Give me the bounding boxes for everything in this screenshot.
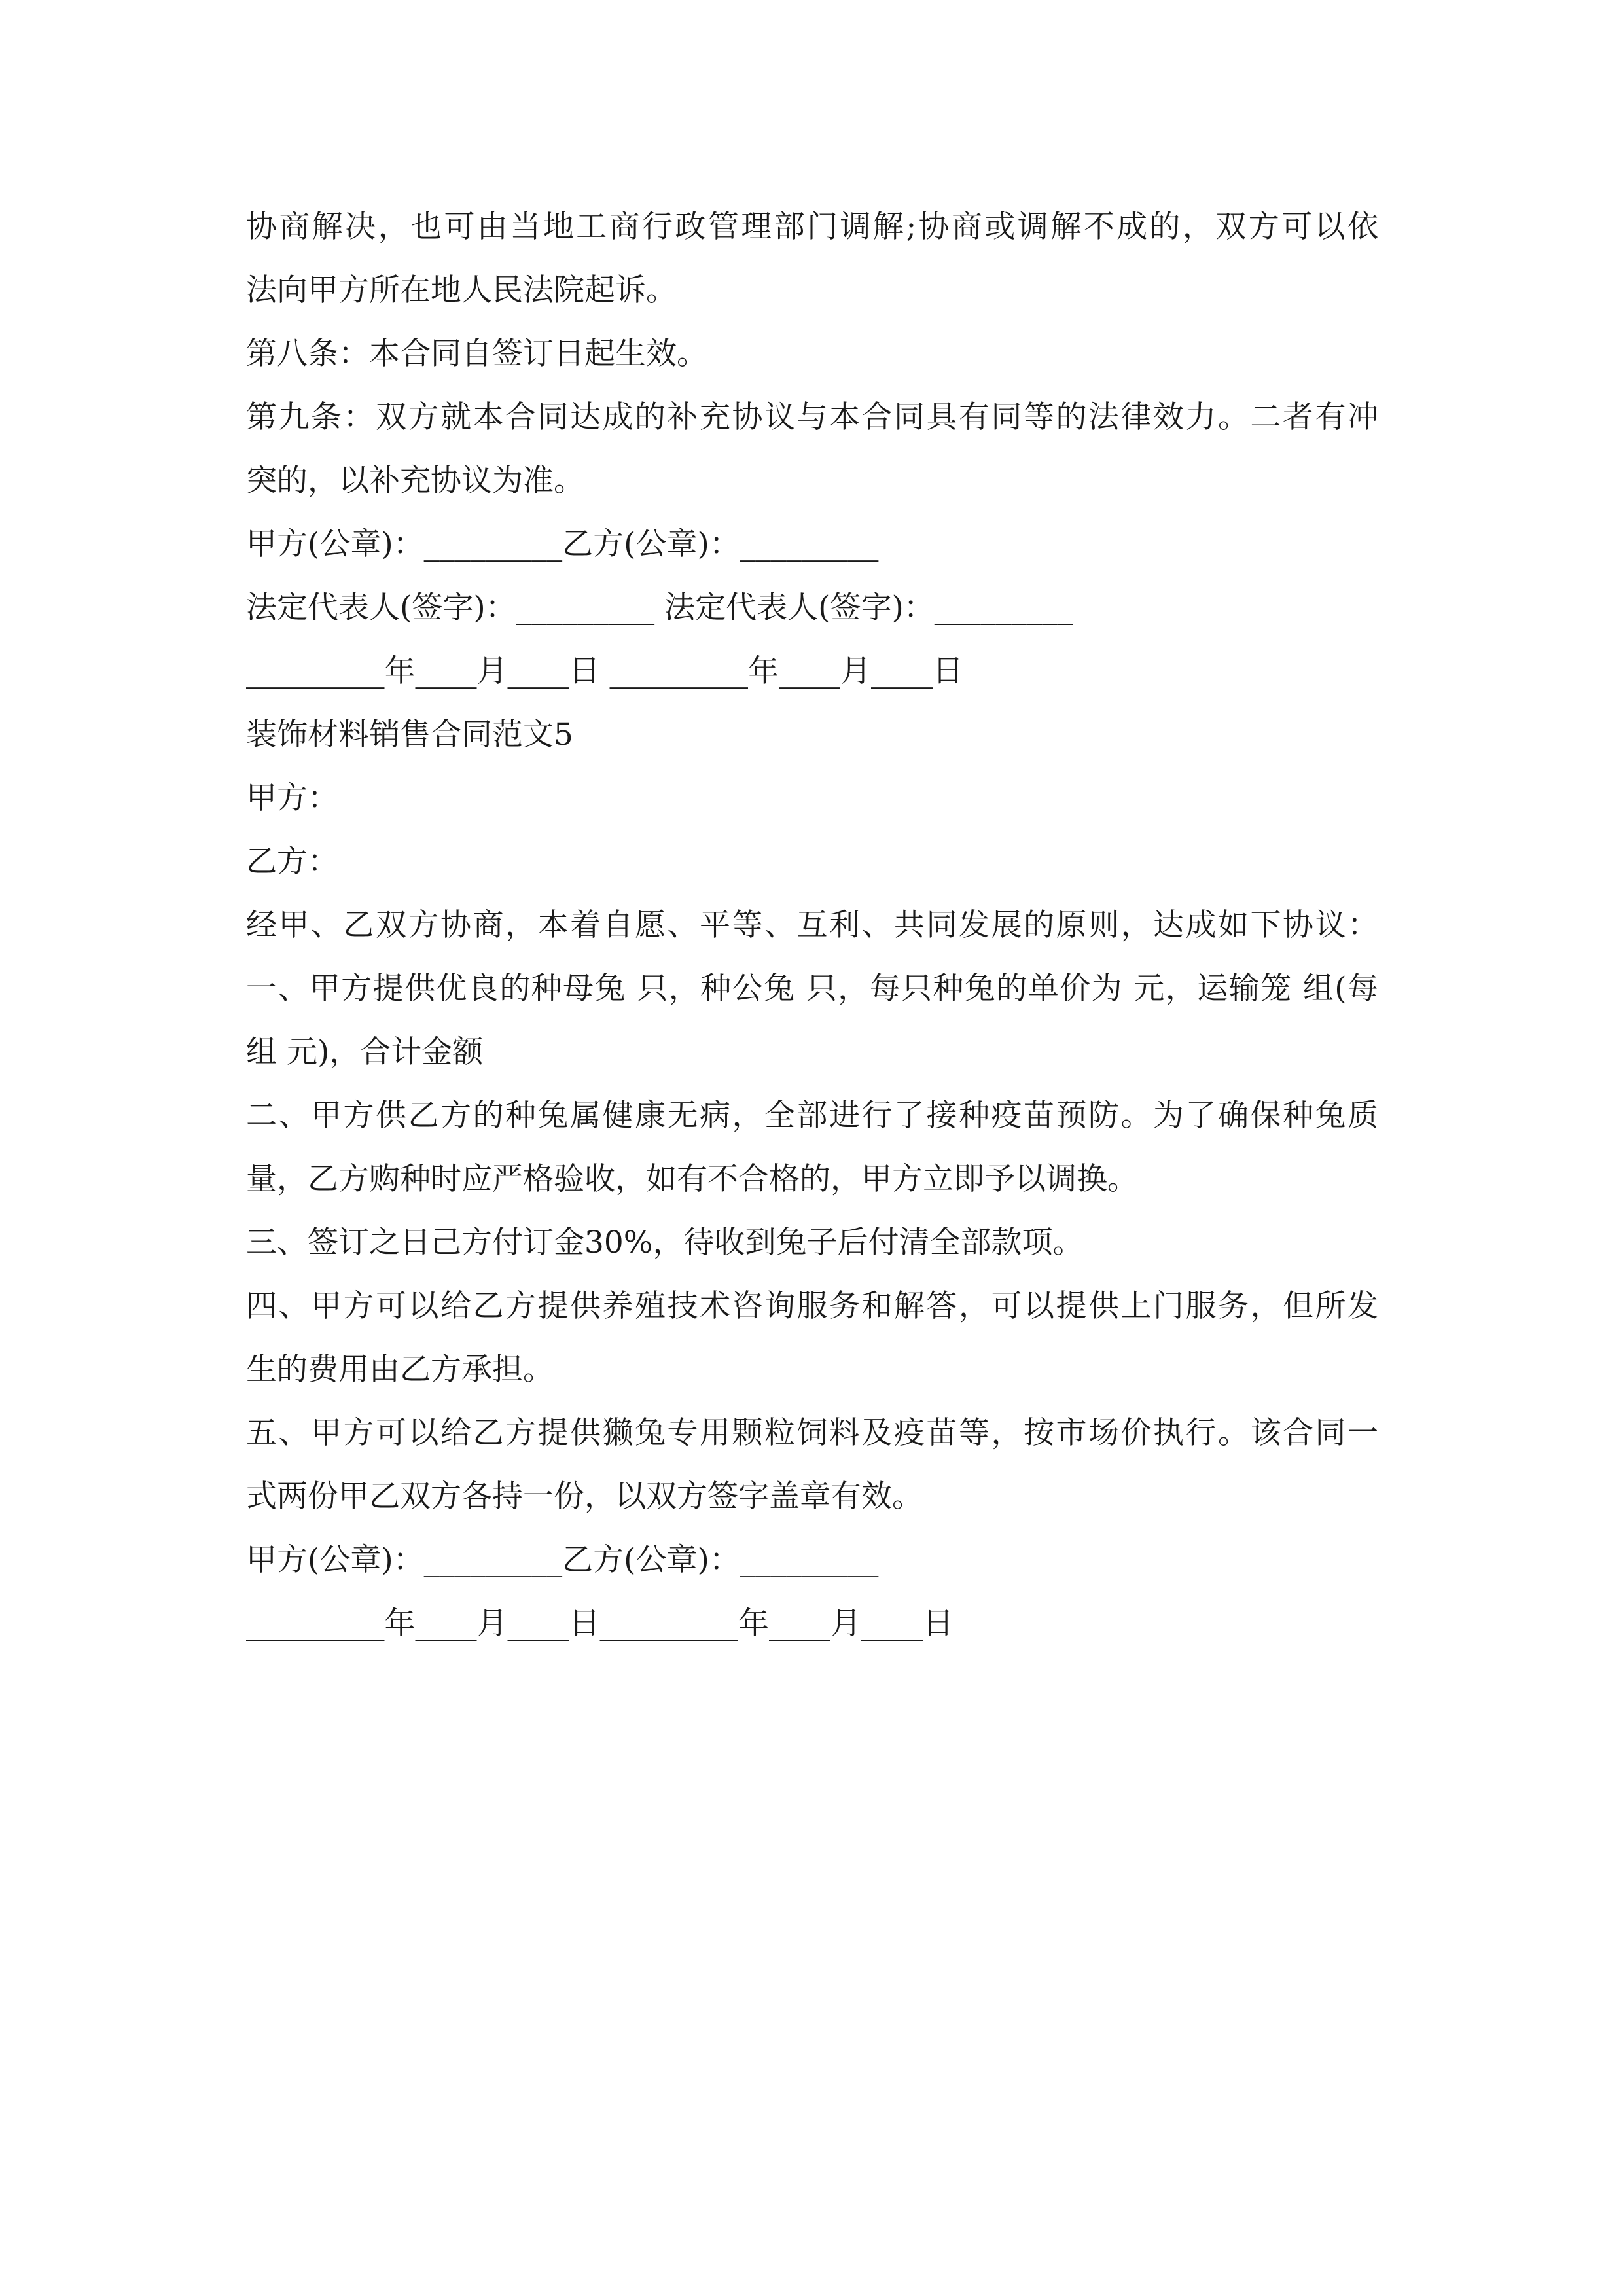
- text-line: 协商解决，也可由当地工商行政管理部门调解;协商或调解不成的，双方可以依: [246, 209, 1378, 245]
- article-8: 第八条：本合同自签订日起生效。: [246, 336, 707, 372]
- seal-line: 甲方(公章)：_________乙方(公章)：_________: [246, 526, 879, 562]
- seal-line: 甲方(公章)：_________乙方(公章)：_________: [246, 1542, 879, 1578]
- clause-3: 三、签订之日己方付订金30%，待收到兔子后付清全部款项。: [246, 1225, 1084, 1261]
- text-line: 生的费用由乙方承担。: [246, 1352, 554, 1388]
- text-line: 组 元)，合计金额: [246, 1034, 484, 1070]
- document-body: [246, 195, 1378, 1655]
- clause-5: 五、甲方可以给乙方提供獭兔专用颗粒饲料及疫苗等，按市场价执行。该合同一: [246, 1415, 1378, 1451]
- text-line: 式两份甲乙双方各持一份，以双方签字盖章有效。: [246, 1479, 923, 1515]
- section-title: 装饰材料销售合同范文5: [246, 717, 573, 753]
- article-9: 第九条：双方就本合同达成的补充协议与本合同具有同等的法律效力。二者有冲: [246, 399, 1378, 435]
- text-line: 量，乙方购种时应严格验收，如有不合格的，甲方立即予以调换。: [246, 1161, 1138, 1197]
- preamble-line: 经甲、乙双方协商，本着自愿、平等、互利、共同发展的原则，达成如下协议：: [246, 907, 1378, 943]
- clause-1: 一、甲方提供优良的种母兔 只，种公兔 只，每只种兔的单价为 元，运输笼 组(每: [246, 971, 1378, 1007]
- party-a-line: 甲方：: [246, 780, 338, 816]
- text-line: 突的，以补充协议为准。: [246, 463, 584, 499]
- clause-2: 二、甲方供乙方的种兔属健康无病，全部进行了接种疫苗预防。为了确保种兔质: [246, 1098, 1378, 1134]
- date-line: _________年____月____日_________年____月____日: [246, 1605, 954, 1641]
- date-line: _________年____月____日 _________年____月____日: [246, 653, 963, 689]
- party-b-line: 乙方：: [246, 844, 338, 880]
- clause-4: 四、甲方可以给乙方提供养殖技术咨询服务和解答，可以提供上门服务，但所发: [246, 1288, 1378, 1324]
- text-line: 法向甲方所在地人民法院起诉。: [246, 272, 677, 308]
- signature-line: 法定代表人(签字)：_________ 法定代表人(签字)：_________: [246, 590, 1073, 626]
